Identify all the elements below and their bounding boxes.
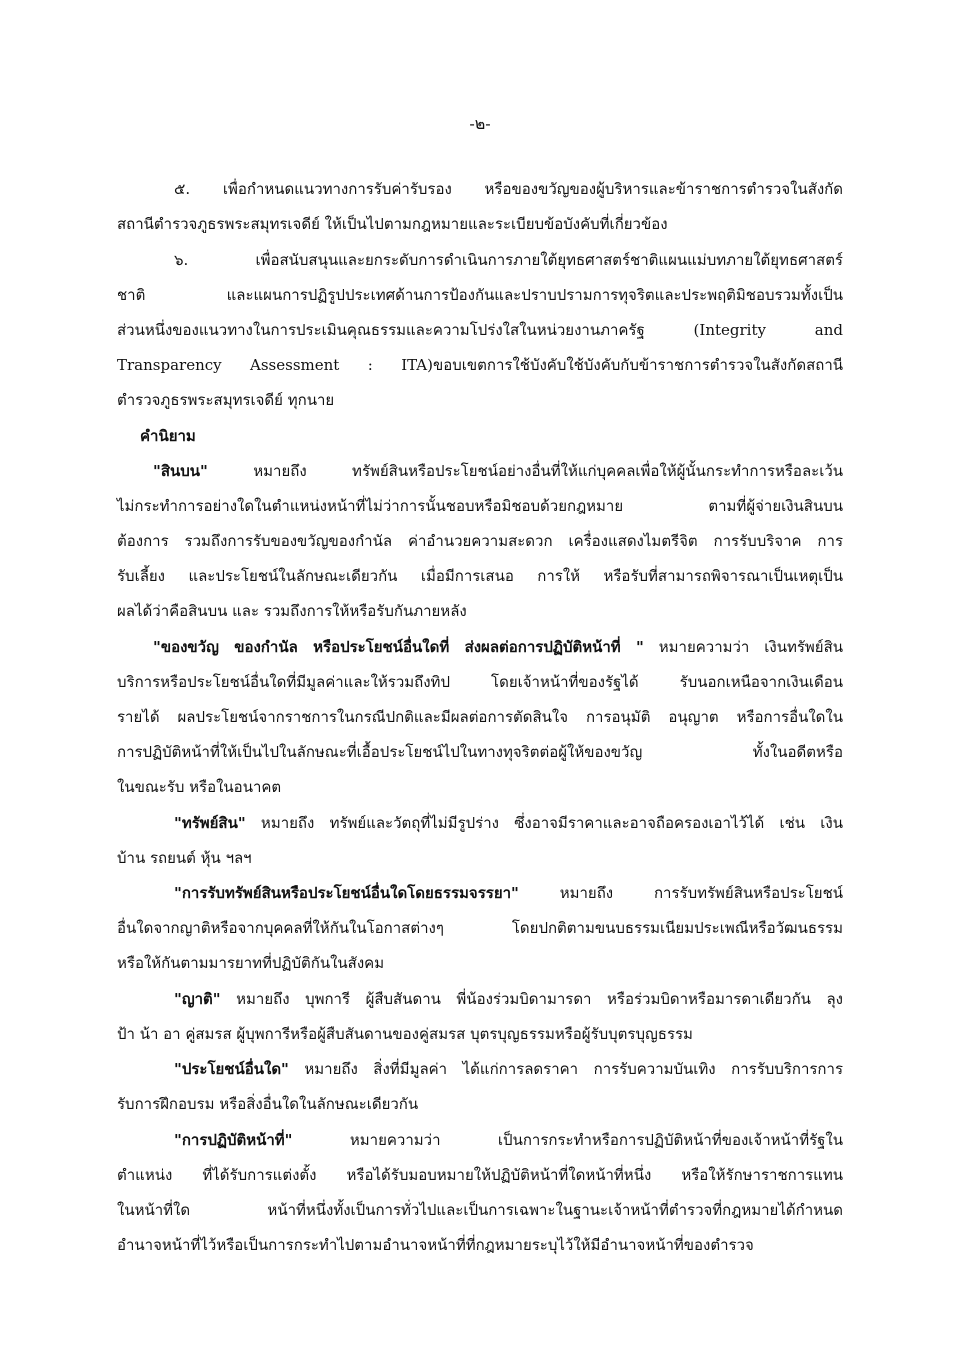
definition-line: รับเลี้ยง และประโยชน์ในลักษณะเดียวกัน เมื่อมีการเสนอ การให้ หรือรับที่สามารถพิจารณาเป็นเหตุเป็น [117, 567, 843, 585]
definition-line: ในขณะรับ หรือในอนาคต [117, 778, 282, 796]
definition-line: ต้องการ รวมถึงการรับของขวัญของกำนัล ค่าอำนวยความสะดวก เครื่องแสดงไมตรีจิต การรับบริจาค การ [117, 532, 843, 550]
page-number: -๒- [469, 114, 491, 133]
definition-line: บริการหรือประโยชน์อื่นใดที่มีมูลค่าและให้รวมถึงทิป โดยเจ้าหน้าที่ของรัฐได้ รับนอกเหนือจากเงินเดือน [117, 673, 843, 691]
item-6-line: ชาติ และแผนการปฏิรูปประเทศด้านการป้องกันและปราบปรามการทุจริตและประพฤติมิชอบรวมทั้งเป็น [117, 286, 843, 304]
definition-gift: "ของขวัญ ของกำนัล หรือประโยชน์อื่นใดที่ ส่งผลต่อการปฏิบัติหน้าที่ " หมายความว่า เงินทรัพย์สิน [153, 638, 844, 656]
definition-bribe: "สินบน" หมายถึง ทรัพย์สินหรือประโยชน์อย่างอื่นที่ให้แก่บุคคลเพื่อให้ผู้นั้นกระทำการหรือละเว้น [153, 462, 843, 480]
definition-term: "ประโยชน์อื่นใด" [174, 1060, 289, 1078]
item-6-line: ส่วนหนึ่งของแนวทางในการประเมินคุณธรรมและความโปร่งใสในหน่วยงานภาครัฐ (Integrity and [117, 321, 843, 339]
definition-line: ในหน้าที่ใด หน้าที่หนึ่งทั้งเป็นการทั่วไปและเป็นการเฉพาะในฐานะเจ้าหน้าที่ตำรวจที่กฎหมายได้กำหนด [117, 1201, 843, 1219]
definition-ethical-receipt: "การรับทรัพย์สินหรือประโยชน์อื่นใดโดยธรรมจรรยา" หมายถึง การรับทรัพย์สินหรือประโยชน์ [174, 884, 843, 902]
definition-line: บ้าน รถยนต์ หุ้น ฯลฯ [117, 849, 252, 867]
definition-term: "ของขวัญ ของกำนัล หรือประโยชน์อื่นใดที่ ส่งผลต่อการปฏิบัติหน้าที่ " [153, 638, 644, 656]
definition-line: ป้า น้า อา คู่สมรส ผู้บุพการีหรือผู้สืบสันดานของคู่สมรส บุตรบุญธรรมหรือผู้รับบุตรบุญธรรม [117, 1025, 693, 1043]
item-6-line: ตำรวจภูธรพระสมุทรเจดีย์ ทุกนาย [117, 391, 335, 409]
definition-term: "สินบน" [153, 462, 208, 480]
definition-line: รับการฝึกอบรม หรือสิ่งอื่นใดในลักษณะเดียวกัน [117, 1095, 419, 1113]
definition-line: การปฏิบัติหน้าที่ให้เป็นไปในลักษณะที่เอื้อประโยชน์ไปในทางทุจริตต่อผู้ให้ของขวัญ ทั้งในอดีตหรือ [117, 743, 843, 761]
definitions-heading: คำนิยาม [140, 427, 196, 445]
definition-line: อำนาจหน้าที่ไว้หรือเป็นการกระทำไปตามอำนาจหน้าที่ที่กฎหมายระบุไว้ให้มีอำนาจหน้าที่ของตำรวจ [117, 1236, 754, 1254]
definition-line: รายได้ ผลประโยชน์จากราชการในกรณีปกติและมีผลต่อการตัดสินใจ การอนุมัติ อนุญาต หรือการอื่นใดใน [117, 708, 843, 726]
item-5-line: สถานีตำรวจภูธรพระสมุทรเจดีย์ ให้เป็นไปตามกฎหมายและระเบียบข้อบังคับที่เกี่ยวข้อง [117, 215, 668, 233]
definition-relative: "ญาติ" หมายถึง บุพการี ผู้สืบสันดาน พี่น้องร่วมบิดามารดา หรือร่วมบิดาหรือมารดาเดียวกัน ลุง [174, 990, 843, 1008]
definition-line: หรือให้กันตามมารยาทที่ปฏิบัติกันในสังคม [117, 954, 385, 972]
item-6-line: Transparency Assessment : ITA)ขอบเขตการใช้บังคับใช้บังคับกับข้าราชการตำรวจในสังกัดสถานี [117, 356, 843, 374]
definition-line: ผลได้ว่าคือสินบน และ รวมถึงการให้หรือรับกันภายหลัง [117, 602, 467, 620]
item-6-line: ๖. เพื่อสนับสนุนและยกระดับการดำเนินการภายใต้ยุทธศาสตร์ชาติแผนแม่บทภายใต้ยุทธศาสตร์ [174, 251, 843, 269]
definition-term: "การรับทรัพย์สินหรือประโยชน์อื่นใดโดยธรรมจรรยา" [174, 884, 519, 902]
item-5-line: ๕. เพื่อกำหนดแนวทางการรับค่ารับรอง หรือของขวัญของผู้บริหารและข้าราชการตำรวจในสังกัด [174, 180, 843, 198]
definition-term: "ญาติ" [174, 990, 221, 1008]
definition-term: "การปฏิบัติหน้าที่" [174, 1131, 293, 1149]
definition-line: ตำแหน่ง ที่ได้รับการแต่งตั้ง หรือได้รับมอบหมายให้ปฏิบัติหน้าที่ใดหน้าที่หนึ่ง หรือให้รักษาราชการแทน [117, 1166, 843, 1184]
definition-line: ไม่กระทำการอย่างใดในตำแหน่งหน้าที่ไม่ว่าการนั้นชอบหรือมิชอบด้วยกฎหมาย ตามที่ผู้จ่ายเงินสินบน [117, 497, 843, 515]
definition-term: "ทรัพย์สิน" [174, 814, 246, 832]
definition-property: "ทรัพย์สิน" หมายถึง ทรัพย์และวัตถุที่ไม่มีรูปร่าง ซึ่งอาจมีราคาและอาจถือครองเอาไว้ได้ เช่น เงิน [174, 814, 843, 832]
definition-other-benefit: "ประโยชน์อื่นใด" หมายถึง สิ่งที่มีมูลค่า ได้แก่การลดราคา การรับความบันเทิง การรับบริการการ [174, 1060, 843, 1078]
definition-duty: "การปฏิบัติหน้าที่" หมายความว่า เป็นการกระทำหรือการปฏิบัติหน้าที่ของเจ้าหน้าที่รัฐใน [174, 1131, 843, 1149]
definition-line: อื่นใดจากญาติหรือจากบุคคลที่ให้กันในโอกาสต่างๆ โดยปกติตามขนบธรรมเนียมประเพณีหรือวัฒนธรรม [117, 919, 843, 937]
